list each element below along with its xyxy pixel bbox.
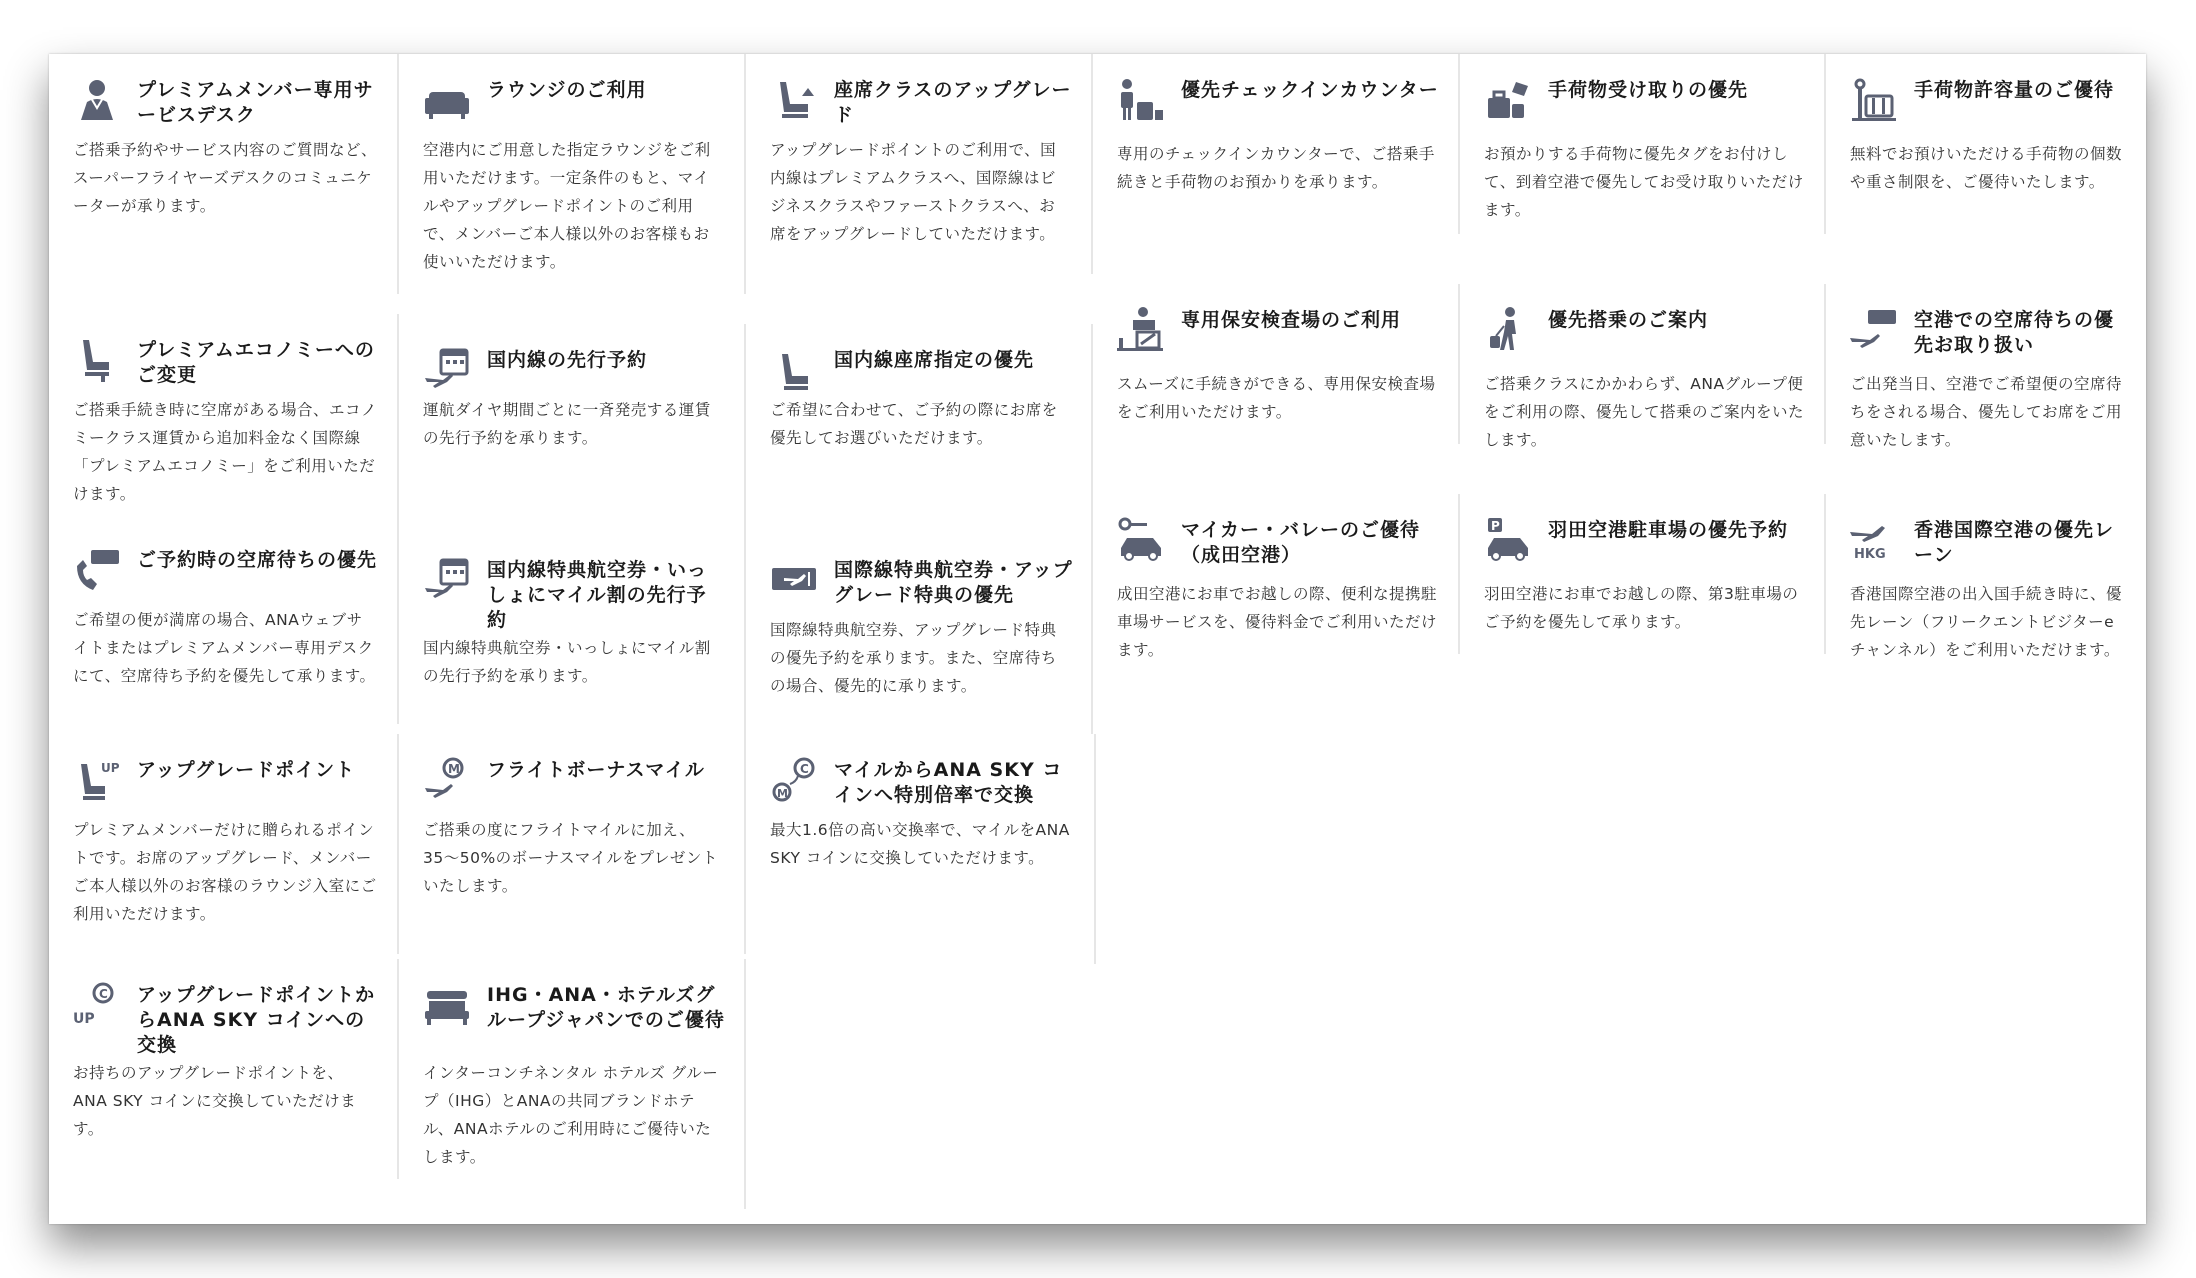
feature-desc: ご搭乗手続き時に空席がある場合、エコノミークラス運賃から追加料金なく国際線「プレミアムエコノミー」をご利用いただけます。 [73, 401, 378, 503]
feature-title: IHG・ANA・ホテルズグループジャパンでのご優待 [487, 984, 725, 1031]
feature-title: 専用保安検査場のご利用 [1181, 309, 1402, 331]
valet-parking-icon [1115, 514, 1167, 566]
feature-premium-economy [49, 314, 399, 554]
feature-flight-bonus-mile [399, 734, 746, 954]
feature-desc: 国際線特典航空券、アップグレード特典の優先予約を承ります。また、空席待ちの場合、優先的に承ります。 [770, 621, 1057, 695]
feature-mile-coin-exchange [746, 734, 1096, 964]
feature-title: 手荷物許容量のご優待 [1914, 79, 2115, 101]
feature-title: 香港国際空港の優先レーン [1914, 519, 2115, 566]
feature-desc: 運航ダイヤ期間ごとに一斉発売する運賃の先行予約を承ります。 [423, 401, 711, 447]
priority-boarding-icon [1482, 304, 1534, 356]
feature-desc: ご出発当日、空港でご希望便の空席待ちをされる場合、優先してお席をご用意いたします。 [1850, 375, 2123, 449]
feature-desc: スムーズに手続きができる、専用保安検査場をご利用いただけます。 [1117, 375, 1436, 421]
parking-car-icon [1482, 514, 1534, 566]
feature-title: 手荷物受け取りの優先 [1548, 79, 1749, 101]
feature-title: マイカー・バレーのご優待（成田空港） [1181, 519, 1421, 566]
feature-desc: インターコンチネンタル ホテルズ グループ（IHG）とANAの共同ブランドホテル、ANAホテルのご利用時にご優待いたします。 [423, 1064, 719, 1166]
feature-baggage-allowance [1826, 54, 2146, 234]
feature-seat-upgrade [746, 54, 1093, 274]
benefits-panel [49, 54, 2146, 1224]
feature-title: 国内線の先行予約 [487, 349, 648, 371]
feature-domestic-award [399, 534, 746, 734]
feature-domestic-seat [746, 324, 1093, 554]
feature-desc: お預かりする手荷物に優先タグをお付けして、到着空港で優先してお受け取りいただけます。 [1484, 145, 1804, 219]
seat-upgrade-icon [768, 74, 820, 126]
m-label: M [777, 787, 788, 800]
feature-title: 国内線座席指定の優先 [834, 349, 1035, 371]
feature-desc: お持ちのアップグレードポイントを、ANA SKY コインに交換していただけます。 [73, 1064, 357, 1138]
feature-title: フライトボーナスマイル [487, 759, 705, 781]
c-label: C [99, 987, 108, 1001]
feature-desc: 国内線特典航空券・いっしょにマイル割の先行予約を承ります。 [423, 639, 711, 685]
feature-title: アップグレードポイント [137, 759, 356, 781]
c-label: C [800, 762, 809, 776]
seat-icon [768, 344, 820, 396]
feature-desc: ご搭乗クラスにかかわらず、ANAグループ便をご利用の際、優先して搭乗のご案内をいたします。 [1484, 375, 1805, 449]
feature-airport-standby [1826, 284, 2146, 449]
feature-title: プレミアムメンバー専用サービスデスク [137, 79, 374, 126]
feature-up-coin-exchange [49, 959, 399, 1179]
feature-baggage-priority [1460, 54, 1826, 234]
p-label: P [1491, 519, 1500, 533]
feature-valet-parking [1093, 494, 1460, 659]
baggage-tag-icon [1482, 74, 1534, 126]
feature-domestic-advance [399, 324, 746, 554]
feature-service-desk [49, 54, 399, 294]
feature-lounge [399, 54, 746, 294]
feature-desc: 最大1.6倍の高い交換率で、マイルをANA SKY コインに交換していただけます。 [770, 821, 1070, 867]
checkin-counter-icon [1115, 74, 1167, 126]
bonus-mile-plane-icon [421, 754, 473, 806]
upgrade-point-icon [71, 754, 123, 806]
feature-desc: 羽田空港にお車でお越しの際、第3駐車場のご予約を優先して承ります。 [1484, 585, 1799, 631]
standby-ticket-plane-icon [1848, 304, 1900, 356]
feature-desc: ご希望の便が満席の場合、ANAウェブサイトまたはプレミアムメンバー専用デスクにて、空席待ち予約を優先して承ります。 [73, 611, 376, 685]
feature-haneda-parking [1460, 494, 1826, 654]
feature-desc: 専用のチェックインカウンターで、ご搭乗手続きと手荷物のお預かりを承ります。 [1117, 145, 1435, 191]
feature-desc: プレミアムメンバーだけに贈られるポイントです。お席のアップグレード、メンバーご本人様以外のお客様のラウンジ入室にご利用いただけます。 [73, 821, 377, 923]
feature-hotel [399, 959, 746, 1209]
feature-desc: ご搭乗の度にフライトマイルに加え、35〜50%のボーナスマイルをプレゼントいたします。 [423, 821, 718, 895]
feature-title: 空港での空席待ちの優先お取り扱い [1914, 309, 2115, 356]
feature-security-check [1093, 284, 1460, 444]
up-label: UP [73, 1011, 95, 1027]
feature-desc: アップグレードポイントのご利用で、国内線はプレミアムクラスへ、国際線はビジネスクラスやファーストクラスへ、お席をアップグレードしていただけます。 [770, 141, 1057, 243]
feature-desc: 成田空港にお車でお越しの際、便利な提携駐車場サービスを、優待料金でご利用いただけます。 [1117, 585, 1438, 659]
hkg-plane-icon [1848, 514, 1900, 566]
phone-ticket-icon [71, 544, 123, 596]
feature-hkg-lane [1826, 494, 2146, 659]
feature-title: 座席クラスのアップグレード [834, 79, 1072, 126]
concierge-icon [71, 74, 123, 126]
feature-priority-checkin [1093, 54, 1460, 234]
feature-upgrade-point [49, 734, 399, 954]
feature-priority-boarding [1460, 284, 1826, 449]
feature-title: 国内線特典航空券・いっしょにマイル割の先行予約 [487, 559, 708, 631]
mile-coin-exchange-icon [768, 754, 820, 806]
feature-title: ラウンジのご利用 [487, 79, 647, 101]
feature-title: マイルからANA SKY コインへ特別倍率で交換 [834, 759, 1063, 806]
calendar-plane-icon [421, 344, 473, 396]
feature-desc: ご搭乗予約やサービス内容のご質問など、スーパーフライヤーズデスクのコミュニケーターが承ります。 [73, 141, 378, 215]
feature-title: アップグレードポイントからANA SKY コインへの交換 [137, 984, 376, 1056]
hotel-bed-icon [421, 979, 473, 1031]
award-ticket-icon [768, 554, 820, 606]
feature-title: 優先搭乗のご案内 [1548, 309, 1709, 331]
calendar-plane-icon [421, 554, 473, 606]
premium-economy-seat-icon [71, 334, 123, 386]
feature-title: ご予約時の空席待ちの優先 [137, 549, 378, 571]
feature-desc: 香港国際空港の出入国手続き時に、優先レーン（フリークエントビジターeチャンネル）をご利用いただけます。 [1850, 585, 2123, 659]
feature-desc: ご希望に合わせて、ご予約の際にお席を優先してお選びいただけます。 [770, 401, 1058, 447]
up-label: UP [101, 761, 120, 775]
security-check-icon [1115, 304, 1167, 356]
feature-desc: 無料でお預けいただける手荷物の個数や重さ制限を、ご優待いたします。 [1850, 145, 2123, 191]
feature-desc: 空港内にご用意した指定ラウンジをご利用いただけます。一定条件のもと、マイルやアップグレードポイントのご利用で、メンバーご本人様以外のお客様もお使いいただけます。 [423, 141, 711, 271]
feature-title: プレミアムエコノミーへのご変更 [137, 339, 375, 386]
feature-title: 優先チェックインカウンター [1181, 79, 1439, 101]
hkg-label: HKG [1854, 547, 1886, 562]
feature-reservation-standby [49, 524, 399, 724]
feature-title: 国際線特典航空券・アップグレード特典の優先 [834, 559, 1073, 606]
lounge-sofa-icon [421, 74, 473, 126]
feature-title: 羽田空港駐車場の優先予約 [1548, 519, 1789, 541]
up-coin-exchange-icon [71, 979, 123, 1031]
feature-intl-award [746, 534, 1093, 734]
m-label: M [448, 762, 460, 776]
baggage-allowance-icon [1848, 74, 1900, 126]
